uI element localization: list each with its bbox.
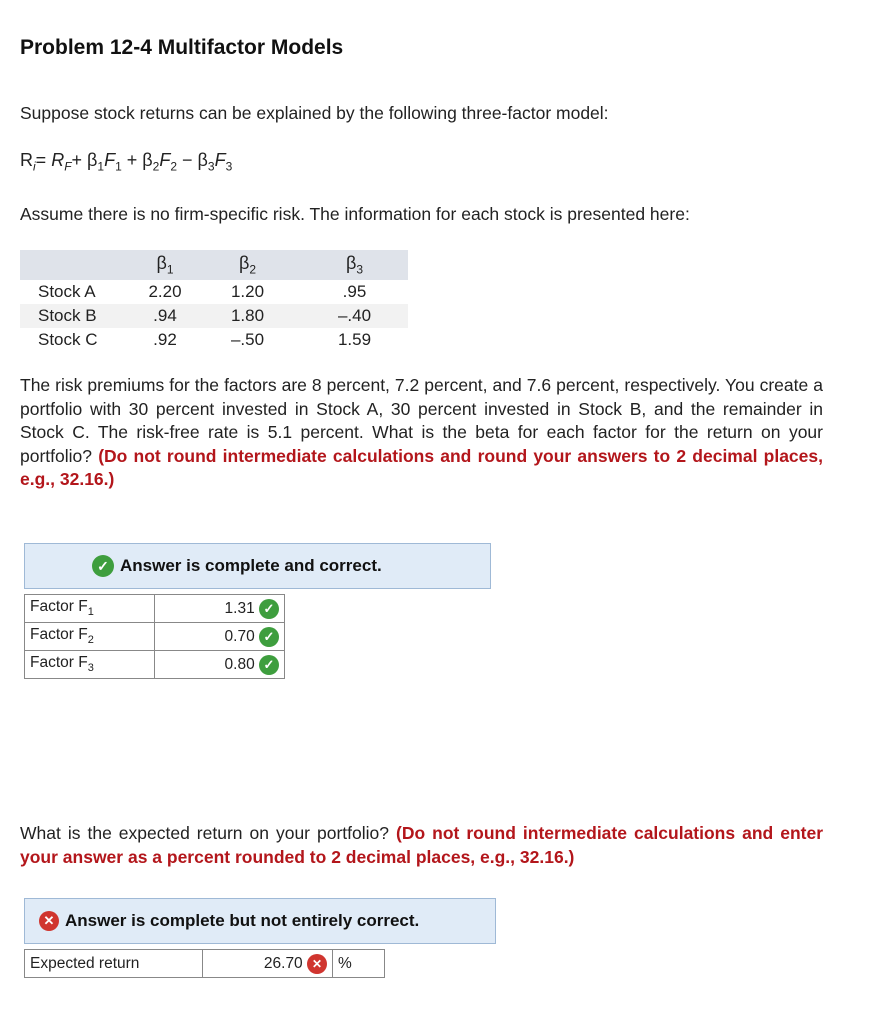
row-label: Stock B: [20, 304, 136, 328]
factor-beta-answers: [24, 594, 285, 679]
beta2-header: $\beta_2$: [194, 250, 301, 280]
check-circle-icon: ✓: [259, 627, 279, 647]
cell-b3: .95: [342, 282, 367, 301]
three-factor-formula: $R_i= R_F+ \beta_1F_1 + \beta_2F_2 - \beta_3F_3$: [20, 150, 233, 174]
factor-f3-input[interactable]: 0.80 ✓: [155, 651, 285, 679]
beta-table: [20, 250, 408, 352]
table-row: [20, 328, 408, 352]
factor-f1-input[interactable]: 1.31 ✓: [155, 595, 285, 623]
status-banner-incorrect: [24, 898, 496, 944]
beta3-header: $\beta_3$: [301, 250, 408, 280]
answer-label: Expected return: [25, 950, 203, 978]
answer-row: [25, 623, 285, 651]
beta1-header: $\beta_1$: [136, 250, 194, 280]
answer-row: [25, 651, 285, 679]
assumption-text: Assume there is no firm-specific risk. The information for each stock is presented here:: [20, 204, 690, 224]
cell-b3: –.40: [301, 304, 408, 328]
cell-b2: 1.80: [194, 304, 301, 328]
cell-b1: 2.20: [148, 282, 182, 301]
answer-label: Factor $F_3$: [25, 651, 155, 679]
status-banner-correct: [24, 543, 491, 589]
check-circle-icon: ✓: [259, 599, 279, 619]
cell-b2: 1.20: [230, 282, 265, 301]
page-title: Problem 12-4 Multifactor Models: [20, 36, 344, 59]
expected-return-input[interactable]: 26.70 ✕: [203, 950, 333, 978]
cell-b1: .92: [153, 330, 177, 349]
check-circle-icon: ✓: [259, 655, 279, 675]
row-label: Stock A: [38, 282, 96, 301]
answer-label: Factor $F_1$: [25, 595, 155, 623]
answer-label: Factor $F_2$: [25, 623, 155, 651]
beta-table-header: [20, 250, 408, 280]
cell-b2: –.50: [230, 330, 265, 349]
question-2-instruction: (Do not round intermediate calculations and enter your answer as a percent rounded to 2 decimal places, e.g., 32.16.): [20, 823, 823, 867]
cell-b3: 1.59: [337, 330, 372, 349]
answer-row: [25, 950, 385, 978]
row-label: Stock C: [38, 330, 98, 349]
answer-row: [25, 595, 285, 623]
intro-text: Suppose stock returns can be explained by the following three-factor model:: [20, 103, 609, 123]
x-circle-icon: ✕: [39, 911, 59, 931]
x-circle-icon: ✕: [307, 954, 327, 974]
factor-f2-input[interactable]: 0.70 ✓: [155, 623, 285, 651]
question-1: The risk premiums for the factors are 8 percent, 7.2 percent, and 7.6 percent, respectively. You create a portfolio with 30 percent invested in Stock A, 30 percent invested in Stock B, and the remainder in Stock C. The risk-free rate is 5.1 percent. What is the beta for each factor for the return on your portfolio? (Do not round intermediate calculations and round your answers to 2 decimal places, e.g., 32.16.): [20, 375, 823, 489]
table-row: [20, 280, 408, 304]
percent-unit: %: [333, 950, 385, 978]
check-circle-icon: ✓: [92, 555, 114, 577]
table-row: [20, 304, 408, 328]
question-1-instruction: (Do not round intermediate calculations and round your answers to 2 decimal places, e.g., 32.16.): [20, 445, 823, 489]
status-text: Answer is complete but not entirely correct.: [65, 911, 420, 930]
question-2: What is the expected return on your portfolio? (Do not round intermediate calculations and enter your answer as a percent rounded to 2 decimal places, e.g., 32.16.): [20, 823, 823, 867]
status-text: Answer is complete and correct.: [120, 556, 382, 575]
cell-b1: .94: [136, 304, 194, 328]
expected-return-answer: [24, 949, 385, 978]
